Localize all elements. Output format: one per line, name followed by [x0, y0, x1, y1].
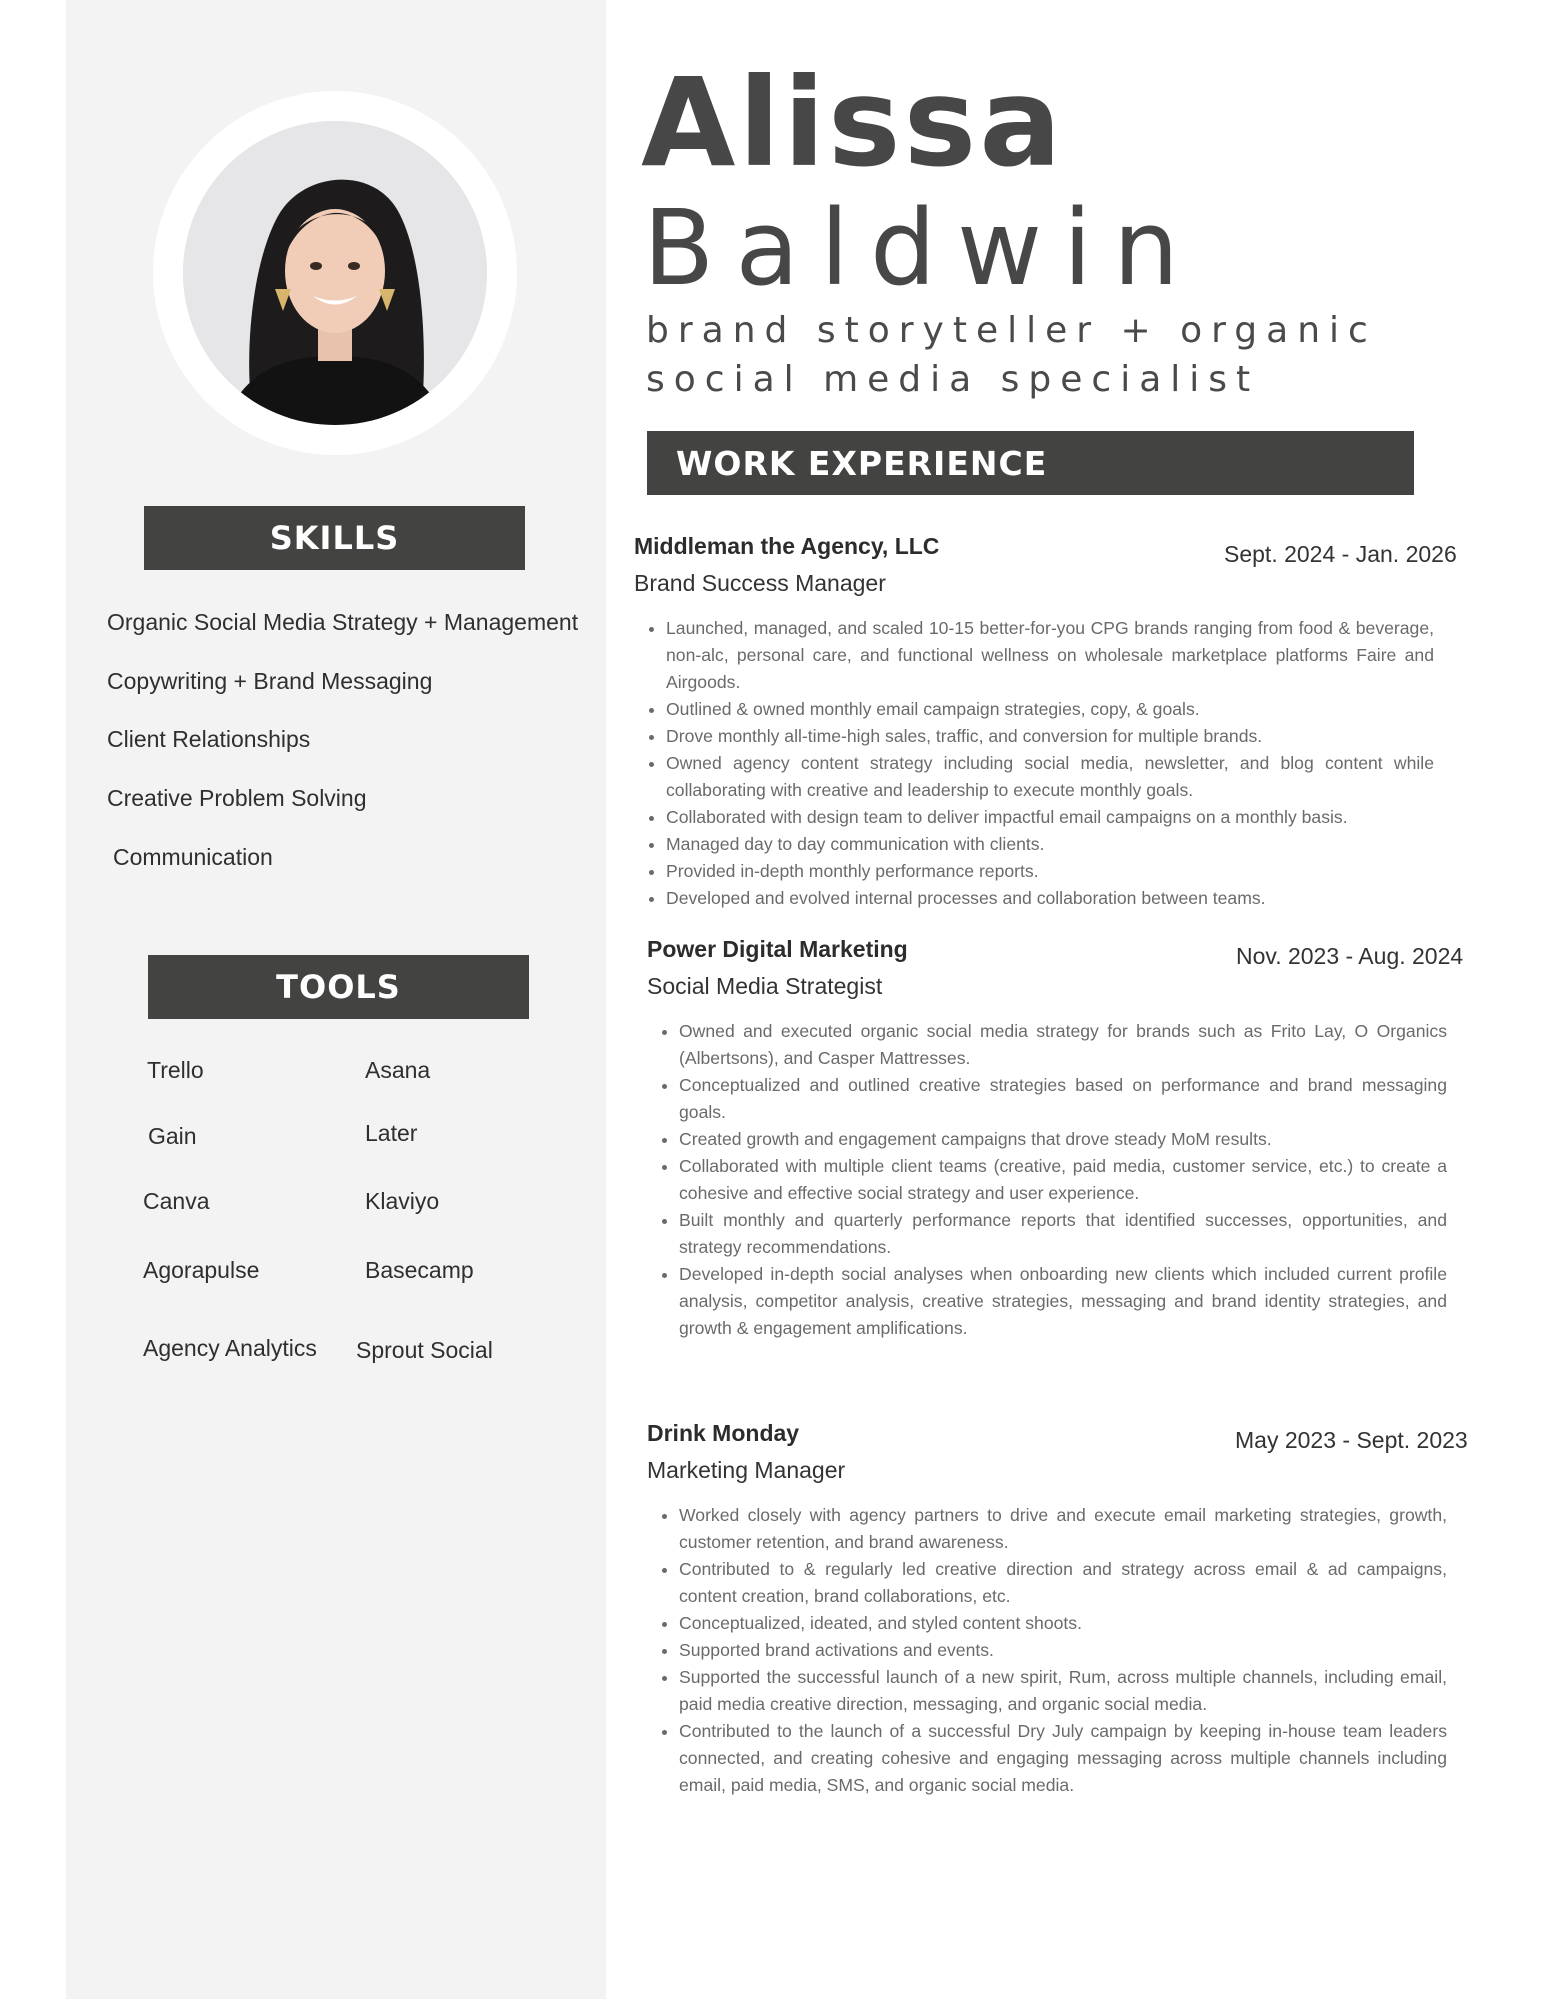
job-dates: May 2023 - Sept. 2023	[1235, 1427, 1468, 1453]
skill-item: Creative Problem Solving	[107, 785, 367, 811]
tool-item: Trello	[147, 1057, 204, 1083]
list-item: • Built monthly and quarterly performance reports that identified successes, opportunities, and strategy recommendations.	[679, 1207, 1447, 1261]
list-item: • Launched, managed, and scaled 10-15 better-for-you CPG brands ranging from food & beverage, non-alc, personal care, and functional wellness on wholesale marketplace platforms Faire and Airgoods.	[666, 615, 1434, 696]
skill-item: Copywriting + Brand Messaging	[107, 668, 433, 694]
last-name: Baldwin	[643, 187, 1200, 309]
tool-item: Gain	[148, 1123, 197, 1149]
list-item: • Conceptualized, ideated, and styled content shoots.	[679, 1610, 1447, 1637]
skill-item: Organic Social Media Strategy + Management	[107, 609, 579, 635]
job-company: Power Digital Marketing	[647, 936, 908, 962]
job-role: Marketing Manager	[647, 1457, 846, 1483]
job-bullets	[646, 1502, 1447, 1799]
list-item: • Contributed to the launch of a successful Dry July campaign by keeping in-house team leaders connected, and creating cohesive and engaging messaging across multiple channels including email, paid media, SMS, and organic social media.	[679, 1718, 1447, 1799]
tool-item: Later	[365, 1120, 418, 1146]
list-item: • Worked closely with agency partners to drive and execute email marketing strategies, growth, customer retention, and brand awareness.	[679, 1502, 1447, 1556]
list-item: • Contributed to & regularly led creative direction and strategy across email & ad campaigns, content creation, brand collaborations, etc.	[679, 1556, 1447, 1610]
tool-item: Klaviyo	[365, 1188, 440, 1214]
tool-item: Sprout Social	[356, 1337, 493, 1363]
list-item: • Collaborated with design team to deliver impactful email campaigns on a monthly basis.	[666, 804, 1434, 831]
job-bullets	[633, 615, 1434, 912]
skill-item: Client Relationships	[107, 726, 311, 752]
list-item: • Created growth and engagement campaigns that drove steady MoM results.	[679, 1126, 1447, 1153]
first-name: Alissa	[641, 52, 1065, 194]
list-item: • Provided in-depth monthly performance reports.	[666, 858, 1434, 885]
job-dates: Sept. 2024 - Jan. 2026	[1224, 541, 1457, 567]
list-item: • Collaborated with multiple client teams (creative, paid media, customer service, etc.) to create a cohesive and effective social strategy and user experience.	[679, 1153, 1447, 1207]
job-bullets	[646, 1018, 1447, 1342]
tool-item: Asana	[365, 1057, 431, 1083]
tool-item: Basecamp	[365, 1257, 474, 1283]
skills-heading: SKILLS	[144, 506, 525, 570]
tool-item: Canva	[143, 1188, 210, 1214]
job-dates: Nov. 2023 - Aug. 2024	[1236, 943, 1464, 969]
job-role: Brand Success Manager	[634, 570, 886, 596]
tool-item: Agorapulse	[143, 1257, 260, 1283]
list-item: • Owned agency content strategy including social media, newsletter, and blog content while collaborating with creative and leadership to execute monthly goals.	[666, 750, 1434, 804]
work-experience-heading: WORK EXPERIENCE	[647, 431, 1414, 495]
list-item: • Drove monthly all-time-high sales, traffic, and conversion for multiple brands.	[666, 723, 1434, 750]
job-company: Drink Monday	[647, 1420, 800, 1446]
list-item: • Managed day to day communication with clients.	[666, 831, 1434, 858]
list-item: • Supported brand activations and events.	[679, 1637, 1447, 1664]
list-item: • Conceptualized and outlined creative strategies based on performance and brand messaging goals.	[679, 1072, 1447, 1126]
portrait-icon	[183, 121, 487, 425]
list-item: • Developed in-depth social analyses when onboarding new clients which included current profile analysis, competitor analysis, creative strategies, messaging and brand identity strategies, and growth & engagement amplifications.	[679, 1261, 1447, 1342]
job-role: Social Media Strategist	[647, 973, 883, 999]
list-item: • Outlined & owned monthly email campaign strategies, copy, & goals.	[666, 696, 1434, 723]
list-item: • Owned and executed organic social media strategy for brands such as Frito Lay, O Organics (Albertsons), and Casper Mattresses.	[679, 1018, 1447, 1072]
job-company: Middleman the Agency, LLC	[634, 533, 940, 559]
list-item: • Supported the successful launch of a new spirit, Rum, across multiple channels, including email, paid media creative direction, messaging, and organic social media.	[679, 1664, 1447, 1718]
tagline-line-1: brand storyteller + organic	[646, 310, 1377, 351]
tagline-line-2: social media specialist	[646, 359, 1260, 400]
list-item: • Developed and evolved internal processes and collaboration between teams.	[666, 885, 1434, 912]
portrait-photo	[183, 121, 487, 425]
tool-item: Agency Analytics	[143, 1335, 317, 1361]
skill-item: Communication	[113, 844, 273, 870]
tools-heading: TOOLS	[148, 955, 529, 1019]
